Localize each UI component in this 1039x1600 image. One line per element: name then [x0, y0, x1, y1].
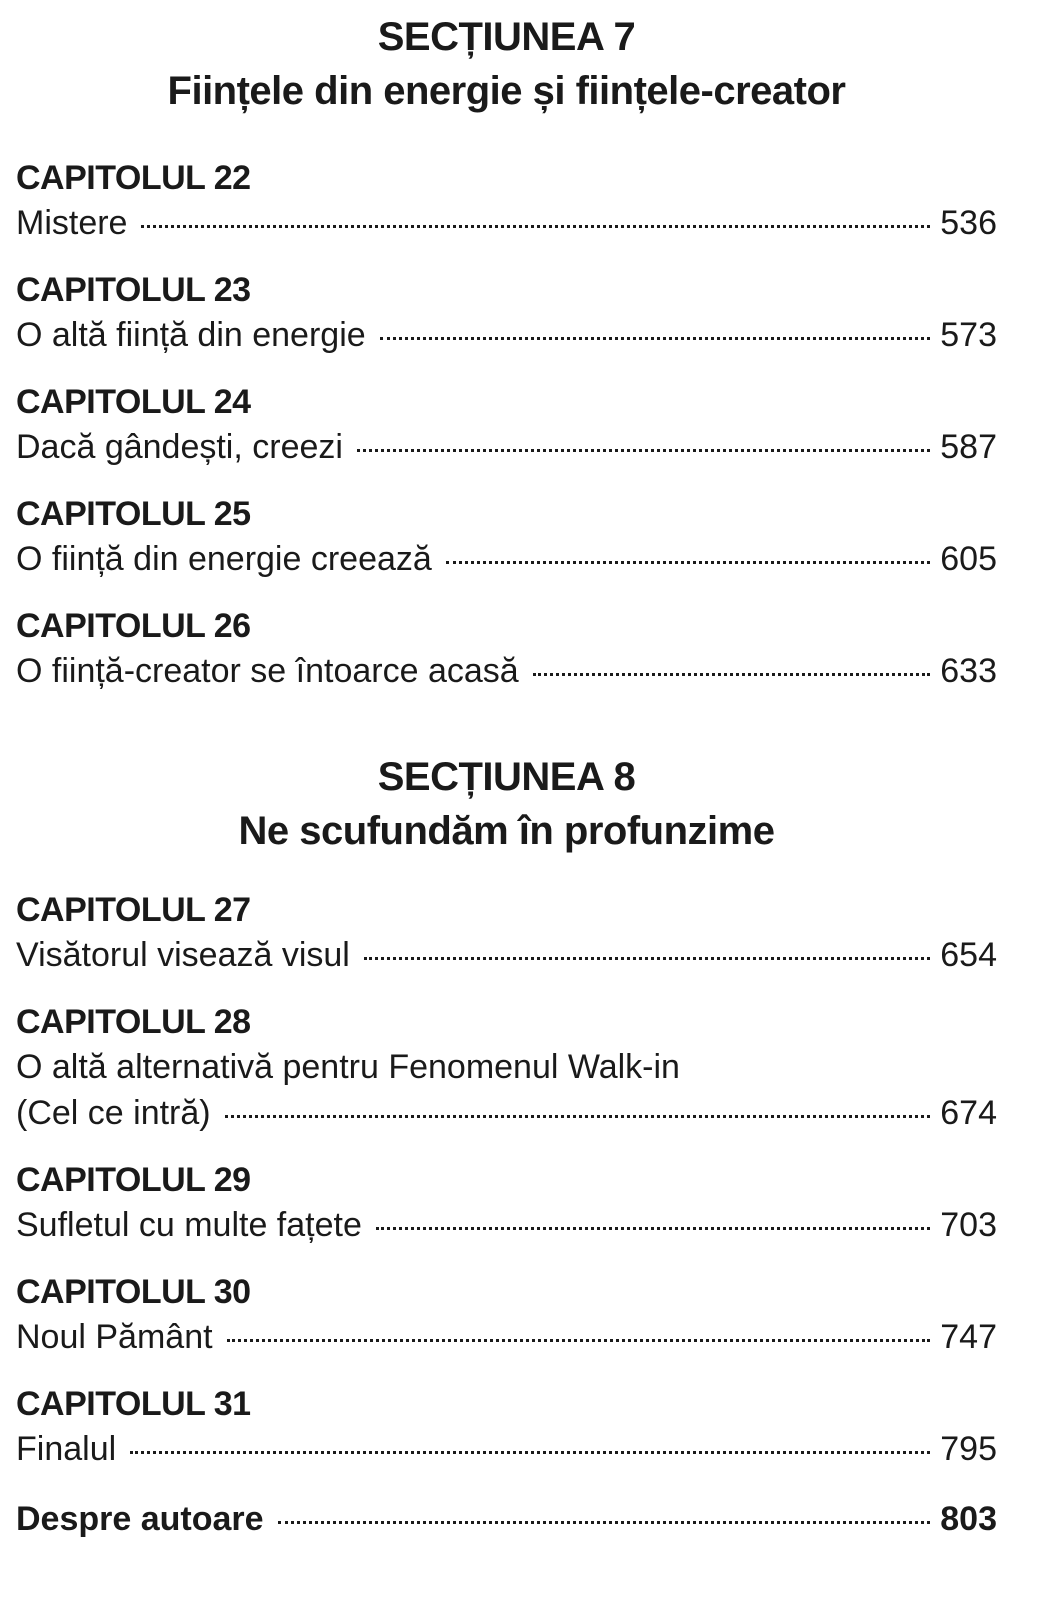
chapter-title: O ființă-creator se întoarce acasă: [16, 652, 519, 690]
chapter-label: CAPITOLUL 24: [16, 383, 251, 421]
chapter-title: O altă ființă din energie: [16, 316, 366, 354]
dot-leader: [533, 673, 931, 676]
page-number: 605: [940, 540, 997, 578]
section-8-chapters: [16, 888, 997, 1472]
dot-leader: [130, 1451, 930, 1454]
chapter-title: Visătorul visează visul: [16, 936, 350, 974]
chapter-title: O ființă din energie creează: [16, 540, 432, 578]
section-7-chapters: [16, 156, 997, 694]
toc-entry: [16, 536, 997, 582]
chapter-24[interactable]: [16, 380, 997, 470]
chapter-label: CAPITOLUL 31: [16, 1385, 251, 1423]
section-8-header: [16, 750, 997, 858]
chapter-title: Mistere: [16, 204, 128, 242]
chapter-31[interactable]: [16, 1382, 997, 1472]
chapter-label: CAPITOLUL 22: [16, 159, 251, 197]
about-title: Despre autoare: [16, 1500, 264, 1538]
dot-leader: [227, 1339, 931, 1342]
chapter-title: Sufletul cu multe fațete: [16, 1206, 362, 1244]
dot-leader: [357, 449, 930, 452]
dot-leader: [141, 225, 930, 228]
toc-entry: [16, 1314, 997, 1360]
page-number: 573: [940, 316, 997, 354]
chapter-title-line-1: O altă alternativă pentru Fenomenul Walk-in: [16, 1048, 680, 1086]
chapter-29[interactable]: [16, 1158, 997, 1248]
page-number: 633: [940, 652, 997, 690]
section-7-header: [16, 0, 997, 118]
chapter-label: CAPITOLUL 23: [16, 271, 251, 309]
dot-leader: [380, 337, 931, 340]
chapter-label: CAPITOLUL 30: [16, 1273, 251, 1311]
toc-entry: [16, 424, 997, 470]
page-number: 795: [940, 1430, 997, 1468]
page-number: 747: [940, 1318, 997, 1356]
dot-leader: [364, 957, 930, 960]
chapter-26[interactable]: [16, 604, 997, 694]
toc-entry: [16, 1426, 997, 1472]
chapter-22[interactable]: [16, 156, 997, 246]
chapter-30[interactable]: [16, 1270, 997, 1360]
section-subtitle: Ființele din energie și ființele-creator: [167, 69, 846, 113]
section-heading: SECȚIUNEA 8: [377, 755, 636, 799]
toc-entry: [16, 1202, 997, 1248]
chapter-25[interactable]: [16, 492, 997, 582]
page-number: 587: [940, 428, 997, 466]
chapter-title: (Cel ce intră): [16, 1094, 211, 1132]
toc-entry: [16, 1090, 997, 1136]
toc-entry: [16, 932, 997, 978]
toc-entry: [16, 312, 997, 358]
chapter-title: Finalul: [16, 1430, 117, 1468]
chapter-label: CAPITOLUL 28: [16, 1003, 251, 1041]
chapter-label: CAPITOLUL 29: [16, 1161, 251, 1199]
chapter-label: CAPITOLUL 27: [16, 891, 251, 929]
chapter-28[interactable]: [16, 1000, 997, 1136]
chapter-title: Dacă gândești, creezi: [16, 428, 343, 466]
dot-leader: [376, 1227, 930, 1230]
page-number: 674: [940, 1094, 997, 1132]
page-number: 536: [940, 204, 997, 242]
dot-leader: [225, 1115, 931, 1118]
toc-entry: [16, 200, 997, 246]
about-author-entry[interactable]: [16, 1496, 997, 1542]
page-number: 803: [940, 1500, 997, 1538]
table-of-contents: [16, 0, 997, 1600]
chapter-title: Noul Pământ: [16, 1318, 213, 1356]
toc-entry: [16, 648, 997, 694]
page-number: 654: [940, 936, 997, 974]
chapter-27[interactable]: [16, 888, 997, 978]
dot-leader: [446, 561, 930, 564]
chapter-label: CAPITOLUL 25: [16, 495, 251, 533]
chapter-23[interactable]: [16, 268, 997, 358]
page-number: 703: [940, 1206, 997, 1244]
dot-leader: [278, 1521, 931, 1524]
section-subtitle: Ne scufundăm în profunzime: [238, 809, 775, 853]
chapter-label: CAPITOLUL 26: [16, 607, 251, 645]
section-heading: SECȚIUNEA 7: [377, 15, 636, 59]
